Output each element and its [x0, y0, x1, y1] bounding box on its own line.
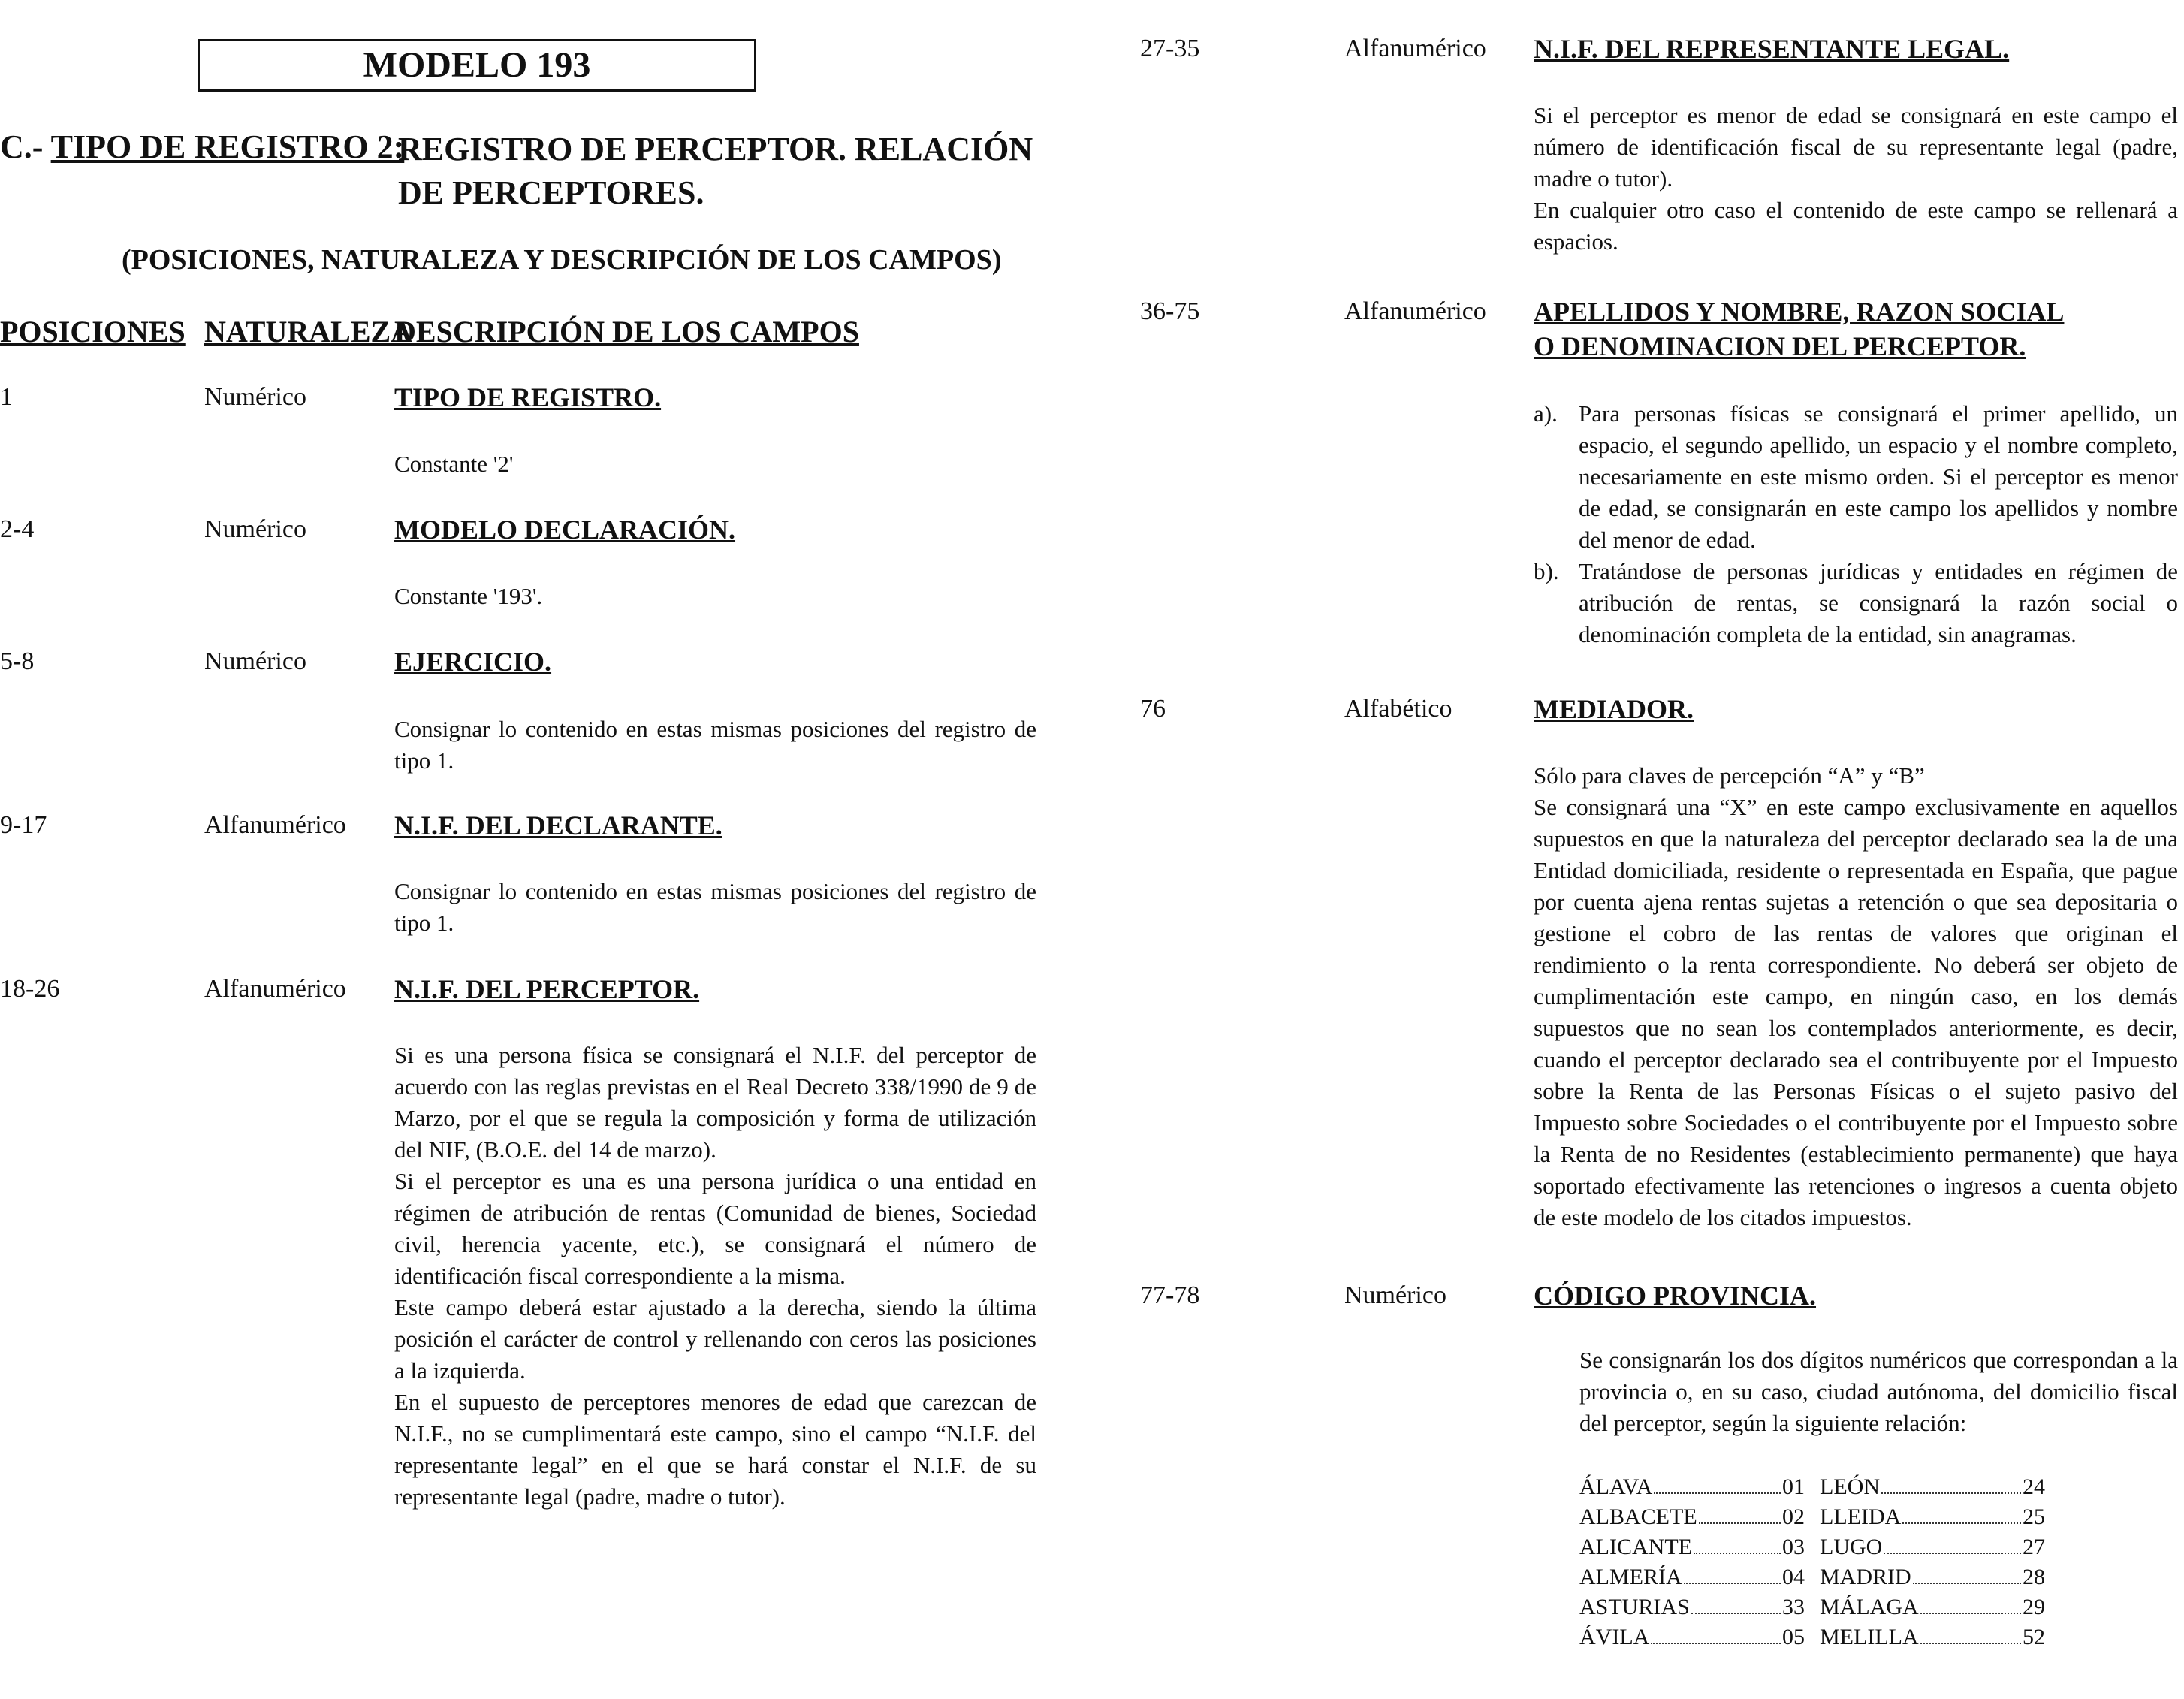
province-row [1820, 1592, 2060, 1622]
province-name: ÁVILA [1579, 1625, 1650, 1649]
province-row [1820, 1622, 2060, 1652]
section-subtitle: (POSICIONES, NATURALEZA Y DESCRIPCIÓN DE LOS CAMPOS) [122, 244, 1002, 276]
province-code: 28 [2023, 1565, 2045, 1589]
province-code: 33 [1782, 1595, 1805, 1619]
field-9-position: 77-78 [1140, 1281, 1200, 1309]
list-marker: a). [1534, 400, 1558, 427]
dot-leader [1684, 1583, 1781, 1584]
province-name: MÁLAGA [1820, 1595, 1919, 1619]
field-8-paragraph-1: Sólo para claves de percepción “A” y “B” [1534, 762, 1925, 789]
province-name: ALMERÍA [1579, 1565, 1682, 1589]
dot-leader [1920, 1613, 2021, 1614]
dot-leader [1694, 1553, 1781, 1554]
list-item [1534, 556, 2178, 650]
field-1-title: TIPO DE REGISTRO. [394, 382, 662, 412]
dot-leader [1654, 1492, 1781, 1494]
field-6-paragraph-2: En cualquier otro caso el contenido de este campo se rellenará a espacios. [1534, 197, 2178, 255]
section-title: REGISTRO DE PERCEPTOR. RELACIÓN DE PERCEPTORES. [398, 131, 1033, 211]
field-9-title: CÓDIGO PROVINCIA. [1534, 1281, 1817, 1311]
dot-leader [1691, 1613, 1781, 1614]
field-4-description: Consignar lo contenido en estas mismas posiciones del registro de tipo 1. [394, 878, 1036, 936]
field-5-nature: Alfanumérico [204, 975, 346, 1003]
province-code: 29 [2023, 1595, 2045, 1619]
province-name: LLEIDA [1820, 1504, 1902, 1529]
list-item [1534, 398, 2178, 556]
province-name: ALBACETE [1579, 1504, 1697, 1529]
field-4-title: N.I.F. DEL DECLARANTE. [394, 810, 722, 840]
field-6-paragraph-1: Si el perceptor es menor de edad se consignará en este campo el número de identificación fiscal de su representante legal (padre, madre o tutor). [1534, 102, 2178, 192]
province-row [1579, 1562, 1820, 1592]
field-2-title: MODELO DECLARACIÓN. [394, 515, 736, 545]
field-3-nature: Numérico [204, 647, 306, 675]
field-1-nature: Numérico [204, 383, 306, 411]
field-2-position: 2-4 [0, 515, 35, 543]
field-7-nature: Alfanumérico [1344, 297, 1486, 325]
province-row [1579, 1532, 1820, 1562]
province-row [1579, 1502, 1820, 1532]
field-7-title-line-1: APELLIDOS Y NOMBRE, RAZON SOCIAL [1534, 297, 2065, 327]
field-8-nature: Alfabético [1344, 695, 1452, 723]
field-6-nature: Alfanumérico [1344, 35, 1486, 62]
field-5-paragraph-3: Este campo deberá estar ajustado a la derecha, siendo la última posición el carácter de control y rellenando con ceros las posiciones a la izquierda. [394, 1294, 1036, 1384]
field-7-title-line-2: O DENOMINACION DEL PERCEPTOR. [1534, 331, 2026, 361]
province-name: MADRID [1820, 1565, 1911, 1589]
province-code: 05 [1782, 1625, 1805, 1649]
section-record-type: TIPO DE REGISTRO 2: [50, 128, 405, 165]
field-5-title: N.I.F. DEL PERCEPTOR. [394, 974, 700, 1004]
province-code: 52 [2023, 1625, 2045, 1649]
field-6-position: 27-35 [1140, 35, 1200, 62]
section-number [0, 128, 404, 166]
list-text: Para personas físicas se consignará el primer apellido, un espacio, el segundo apellido, un espacio y el nombre completo, necesariamente en este mismo orden. Si el perceptor es menor de edad, se consignarán en este campo los apellidos y nombre del menor de edad. [1579, 400, 2178, 553]
field-6-description [1534, 100, 2178, 258]
province-row [1579, 1622, 1820, 1652]
province-code: 25 [2023, 1504, 2045, 1529]
field-3-title: EJERCICIO. [394, 647, 552, 677]
field-5-position: 18-26 [0, 975, 60, 1003]
province-name: LEÓN [1820, 1474, 1880, 1499]
dot-leader [1913, 1583, 2021, 1584]
province-row [1579, 1472, 1820, 1502]
field-5-paragraph-2: Si el perceptor es una es una persona jurídica o una entidad en régimen de atribución de rentas (Comunidad de bienes, Sociedad civil, herencia yacente, etc.), se consignará el número de identificación fiscal correspondiente a la misma. [394, 1168, 1036, 1289]
field-6-title: N.I.F. DEL REPRESENTANTE LEGAL. [1534, 34, 2010, 64]
field-1-description: Constante '2' [394, 451, 514, 477]
province-code-table [1579, 1472, 2060, 1652]
province-code: 27 [2023, 1535, 2045, 1559]
field-7-description [1534, 398, 2178, 650]
province-name: LUGO [1820, 1535, 1883, 1559]
field-2-description: Constante '193'. [394, 583, 543, 609]
page-title: MODELO 193 [198, 39, 756, 92]
dot-leader [1902, 1522, 2021, 1524]
dot-leader [1920, 1643, 2021, 1644]
province-code: 02 [1782, 1504, 1805, 1529]
field-8-description [1534, 760, 2178, 1233]
field-8-position: 76 [1140, 695, 1166, 723]
field-5-description [394, 1040, 1036, 1513]
list-text: Tratándose de personas jurídicas y entidades en régimen de atribución de rentas, se consignará la razón social o denominación completa de la entidad, sin anagramas. [1579, 558, 2178, 647]
province-row [1579, 1592, 1820, 1622]
dot-leader [1651, 1643, 1781, 1644]
field-1-position: 1 [0, 383, 13, 411]
province-code: 01 [1782, 1474, 1805, 1499]
province-row [1820, 1562, 2060, 1592]
province-name: MELILLA [1820, 1625, 1919, 1649]
province-row [1820, 1532, 2060, 1562]
field-5-paragraph-4: En el supuesto de perceptores menores de edad que carezcan de N.I.F., no se cumplimentará este campo, sino el campo “N.I.F. del representante legal” en el que se hará constar el N.I.F. de su representante legal (padre, madre o tutor). [394, 1389, 1036, 1510]
province-row [1820, 1472, 2060, 1502]
field-5-paragraph-1: Si es una persona física se consignará el N.I.F. del perceptor de acuerdo con las reglas previstas en el Real Decreto 338/1990 de 9 de Marzo, por el que se regula la composición y forma de utilización del NIF, (B.O.E. del 14 de marzo). [394, 1042, 1036, 1163]
field-7-position: 36-75 [1140, 297, 1200, 325]
province-row [1820, 1502, 2060, 1532]
field-2-nature: Numérico [204, 515, 306, 543]
section-prefix: C.- [0, 128, 51, 165]
province-code: 03 [1782, 1535, 1805, 1559]
province-name: ALICANTE [1579, 1535, 1692, 1559]
dot-leader [1884, 1553, 2021, 1554]
header-naturaleza: NATURALEZA [204, 315, 413, 349]
header-descripcion: DESCRIPCIÓN DE LOS CAMPOS [394, 315, 859, 349]
province-name: ÁLAVA [1579, 1474, 1653, 1499]
field-3-description: Consignar lo contenido en estas mismas posiciones del registro de tipo 1. [394, 716, 1036, 774]
field-8-paragraph-2: Se consignará una “X” en este campo exclusivamente en aquellos supuestos en que la naturaleza del perceptor declarado sea la de una Entidad domiciliada, residente o representada en España, que pague por cuenta ajena rentas sujetas a retención o que sea depositaria o gestione el cobro de las rentas de valores que originan el rendimiento o la renta correspondiente. No deberá ser objeto de cumplimentación este campo, en ningún caso, en los demás supuestos que no sean los contemplados anteriormente, es decir, cuando el perceptor declarado sea el contribuyente por el Impuesto sobre la Renta de las Personas Físicas o el sujeto pasivo del Impuesto sobre Sociedades o el contribuyente por el Impuesto sobre la Renta de no Residentes (establecimiento permanente) que haya soportado efectivamente las retenciones o ingresos a cuenta objeto de este modelo de los citados impuestos. [1534, 794, 2178, 1230]
dot-leader [1881, 1492, 2021, 1494]
province-name: ASTURIAS [1579, 1595, 1690, 1619]
field-4-nature: Alfanumérico [204, 811, 346, 839]
province-code: 04 [1782, 1565, 1805, 1589]
dot-leader [1699, 1522, 1781, 1524]
field-9-nature: Numérico [1344, 1281, 1446, 1309]
list-marker: b). [1534, 558, 1559, 584]
field-9-description: Se consignarán los dos dígitos numéricos que correspondan a la provincia o, en su caso, ciudad autónoma, del domicilio fiscal del perceptor, según la siguiente relación: [1579, 1347, 2178, 1436]
field-8-title: MEDIADOR. [1534, 694, 1694, 724]
province-code: 24 [2023, 1474, 2045, 1499]
field-4-position: 9-17 [0, 811, 47, 839]
header-posiciones: POSICIONES [0, 315, 186, 349]
field-3-position: 5-8 [0, 647, 35, 675]
